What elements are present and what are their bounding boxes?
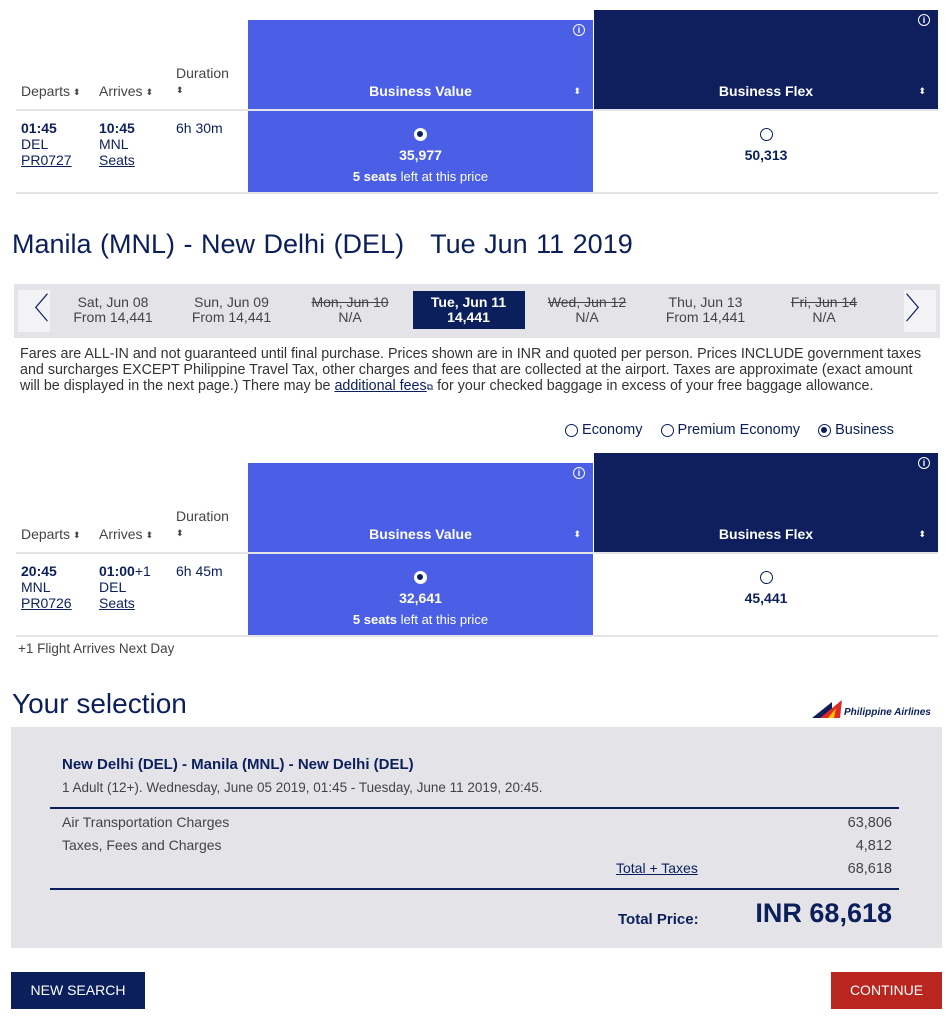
inbound-fare-table bbox=[16, 453, 938, 635]
notice-text: for your checked baggage in excess of your free baggage allowance. bbox=[433, 378, 874, 394]
dep-time: 01:45 bbox=[21, 120, 57, 136]
departure-info bbox=[21, 120, 72, 168]
cabin-label: Premium Economy bbox=[677, 422, 801, 438]
arr-airport: DEL bbox=[99, 579, 127, 595]
date-day: Thu, Jun 13 bbox=[668, 294, 743, 310]
sort-icon: ⬍ bbox=[573, 86, 581, 96]
divider bbox=[50, 807, 899, 809]
divider bbox=[16, 635, 938, 637]
sort-icon: ⬍ bbox=[145, 529, 154, 540]
next-dates-button[interactable]: 〉 bbox=[904, 290, 936, 332]
next-day-marker: +1 bbox=[134, 563, 151, 579]
sort-icon: ⬍ bbox=[573, 529, 581, 539]
dep-airport: DEL bbox=[21, 136, 49, 152]
prev-dates-button[interactable]: 〈 bbox=[18, 290, 50, 332]
date-price: From 14,441 bbox=[665, 309, 746, 325]
arrival-info bbox=[99, 563, 151, 611]
radio-icon bbox=[661, 424, 674, 437]
date-option[interactable] bbox=[413, 291, 525, 329]
arrives-label: Arrives bbox=[99, 526, 143, 542]
seats-left bbox=[248, 612, 593, 627]
dep-time: 20:45 bbox=[21, 563, 57, 579]
radio-icon bbox=[818, 424, 831, 437]
departs-label: Departs bbox=[21, 83, 71, 99]
fare-price: 45,441 bbox=[744, 590, 788, 606]
fare-name: Business Flex bbox=[718, 526, 814, 542]
date-price: 14,441 bbox=[447, 309, 490, 325]
philippine-airlines-logo bbox=[812, 700, 942, 720]
fare-header-business-flex[interactable] bbox=[594, 10, 938, 109]
cabin-label: Economy bbox=[582, 422, 643, 438]
date-option[interactable] bbox=[57, 291, 169, 329]
date-option bbox=[294, 291, 406, 329]
info-icon[interactable]: i bbox=[918, 457, 930, 469]
divider bbox=[16, 192, 938, 194]
date-price: From 14,441 bbox=[73, 309, 153, 325]
airline-logo-icon bbox=[812, 700, 844, 720]
duration-label: Duration bbox=[176, 65, 229, 81]
arr-time: 10:45 bbox=[99, 120, 135, 136]
sort-icon: ⬍ bbox=[176, 84, 184, 95]
sort-arrives[interactable] bbox=[99, 526, 153, 542]
arrives-label: Arrives bbox=[99, 83, 143, 99]
date-day: Sat, Jun 08 bbox=[77, 294, 149, 310]
fare-name: Business Value bbox=[369, 526, 472, 542]
total-price-value: INR 68,618 bbox=[755, 898, 892, 928]
date-price: N/A bbox=[812, 309, 836, 325]
fare-header-business-value[interactable] bbox=[248, 20, 593, 109]
additional-fees-link[interactable]: additional fees bbox=[334, 378, 427, 394]
sort-icon: ⬍ bbox=[918, 86, 926, 96]
continue-button[interactable]: CONTINUE bbox=[831, 972, 942, 1009]
new-search-button[interactable]: NEW SEARCH bbox=[11, 972, 145, 1009]
air-charges-label: Air Transportation Charges bbox=[62, 814, 230, 830]
date-price: From 14,441 bbox=[191, 309, 272, 325]
date-title: Tue Jun 11 2019 bbox=[430, 229, 633, 259]
external-link-icon: ⧉ bbox=[426, 382, 434, 392]
selection-summary bbox=[11, 727, 942, 948]
total-taxes-link[interactable]: Total + Taxes bbox=[616, 860, 698, 876]
duration-label: Duration bbox=[176, 508, 229, 524]
seats-text: left at this price bbox=[397, 612, 489, 627]
air-charges-value: 63,806 bbox=[847, 815, 892, 831]
taxes-label: Taxes, Fees and Charges bbox=[62, 837, 222, 853]
cabin-economy[interactable] bbox=[565, 422, 642, 438]
summary-route: New Delhi (DEL) - Manila (MNL) - New Delhi (DEL) bbox=[62, 756, 414, 773]
taxes-value: 4,812 bbox=[855, 838, 892, 854]
seats-text: left at this price bbox=[397, 169, 489, 184]
sort-departs[interactable] bbox=[21, 83, 81, 99]
fare-option-business-flex[interactable] bbox=[594, 111, 938, 192]
divider bbox=[50, 888, 899, 890]
info-icon[interactable]: i bbox=[573, 24, 585, 36]
date-day: Mon, Jun 10 bbox=[311, 294, 389, 310]
seats-link[interactable]: Seats bbox=[99, 595, 135, 611]
departs-label: Departs bbox=[21, 526, 71, 542]
date-day: Fri, Jun 14 bbox=[790, 294, 858, 310]
sort-icon: ⬍ bbox=[176, 527, 184, 538]
date-day: Sun, Jun 09 bbox=[194, 294, 269, 310]
fare-name: Business Flex bbox=[718, 83, 814, 99]
selection-title: Your selection bbox=[12, 688, 187, 719]
cabin-label: Business bbox=[835, 422, 894, 438]
info-icon[interactable]: i bbox=[918, 14, 930, 26]
sort-arrives[interactable] bbox=[99, 83, 153, 99]
date-option bbox=[531, 291, 643, 329]
seats-left bbox=[248, 169, 593, 184]
fare-radio[interactable] bbox=[414, 128, 427, 141]
date-option[interactable] bbox=[176, 291, 288, 329]
fare-price: 32,641 bbox=[399, 590, 442, 606]
date-strip bbox=[14, 284, 940, 338]
total-price-label: Total Price: bbox=[618, 911, 699, 928]
date-option bbox=[768, 291, 880, 329]
fare-header-business-value[interactable] bbox=[248, 463, 593, 552]
cabin-business[interactable] bbox=[818, 422, 894, 438]
arr-airport: MNL bbox=[99, 136, 129, 152]
cabin-selector bbox=[565, 422, 894, 438]
date-option[interactable] bbox=[650, 291, 762, 329]
fare-option-business-value[interactable] bbox=[248, 554, 593, 635]
notice-text: Fares are ALL-IN and not guaranteed until final purchase. Prices shown are in INR and quoted per person. Prices INCLUDE government taxes and surcharges EXCEPT Philippine Travel Tax, other charges and fees that are collected at the airport. Taxes are approximate (exact amount will be displayed in the next page.) There may be bbox=[20, 346, 922, 394]
fare-price: 50,313 bbox=[744, 147, 788, 163]
fare-header-business-flex[interactable] bbox=[594, 453, 938, 552]
sort-icon: ⬍ bbox=[145, 86, 154, 97]
outbound-fare-table bbox=[16, 10, 938, 192]
seats-count: 5 seats bbox=[352, 612, 398, 627]
seats-count: 5 seats bbox=[352, 169, 398, 184]
sort-icon: ⬍ bbox=[73, 86, 81, 97]
departure-info bbox=[21, 563, 72, 611]
seats-link[interactable]: Seats bbox=[99, 152, 135, 168]
sort-departs[interactable] bbox=[21, 526, 81, 542]
sort-duration[interactable] bbox=[176, 65, 229, 97]
date-day: Wed, Jun 12 bbox=[547, 294, 627, 310]
cabin-premium-economy[interactable] bbox=[661, 422, 801, 438]
duration: 6h 45m bbox=[176, 563, 223, 579]
fare-notice bbox=[20, 346, 932, 395]
info-icon[interactable]: i bbox=[573, 467, 585, 479]
arr-time: 01:00 bbox=[99, 563, 135, 579]
fare-option-business-flex[interactable] bbox=[594, 554, 938, 635]
sort-icon: ⬍ bbox=[73, 529, 81, 540]
route-title: Manila (MNL) - New Delhi (DEL) bbox=[12, 229, 405, 259]
fare-radio[interactable] bbox=[760, 128, 773, 141]
fare-radio[interactable] bbox=[760, 571, 773, 584]
date-day: Tue, Jun 11 bbox=[430, 294, 507, 310]
flight-number-link[interactable]: PR0726 bbox=[21, 595, 72, 611]
dep-airport: MNL bbox=[21, 579, 51, 595]
flight-number-link[interactable]: PR0727 bbox=[21, 152, 72, 168]
arrival-info bbox=[99, 120, 135, 168]
logo-text: Philippine Airlines bbox=[844, 707, 931, 718]
fare-option-business-value[interactable] bbox=[248, 111, 593, 192]
duration: 6h 30m bbox=[176, 120, 223, 136]
radio-icon bbox=[565, 424, 578, 437]
date-price: N/A bbox=[338, 309, 362, 325]
next-day-note: +1 Flight Arrives Next Day bbox=[18, 641, 175, 656]
date-price: N/A bbox=[575, 309, 599, 325]
sort-duration[interactable] bbox=[176, 508, 229, 540]
sort-icon: ⬍ bbox=[918, 529, 926, 539]
fare-name: Business Value bbox=[369, 83, 472, 99]
summary-details: 1 Adult (12+). Wednesday, June 05 2019, 01:45 - Tuesday, June 11 2019, 20:45. bbox=[62, 780, 543, 795]
return-title bbox=[12, 229, 633, 260]
fare-radio[interactable] bbox=[414, 571, 427, 584]
total-taxes-value: 68,618 bbox=[847, 861, 892, 877]
fare-price: 35,977 bbox=[399, 147, 442, 163]
